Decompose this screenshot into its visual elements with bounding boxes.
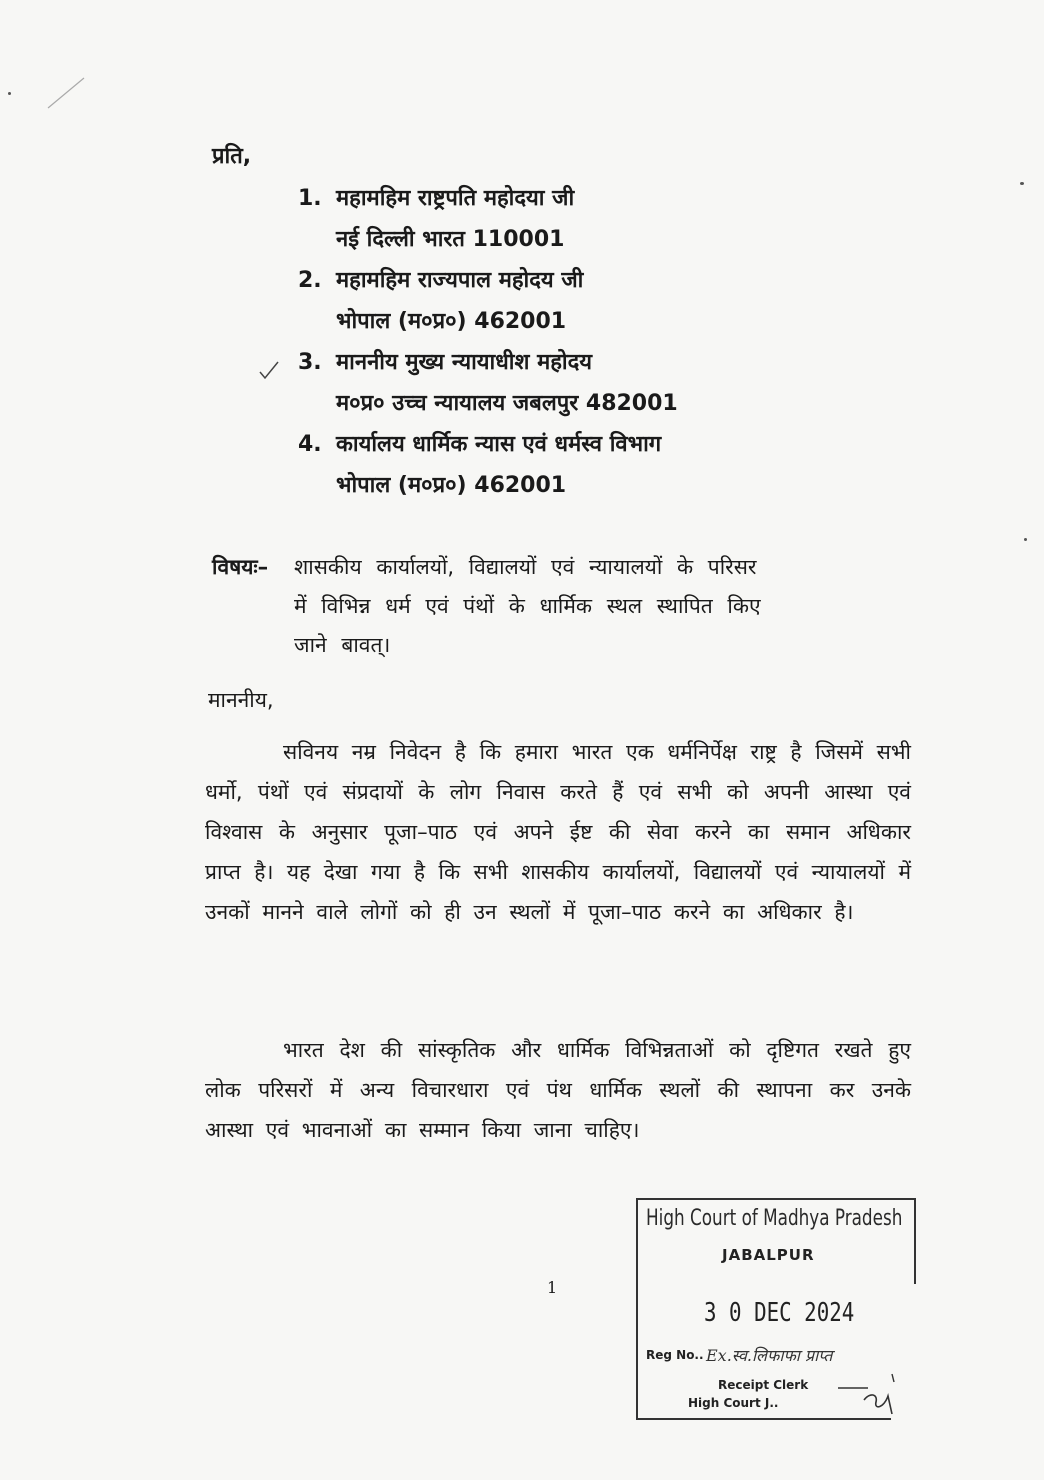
stamp-city: JABALPUR — [722, 1246, 815, 1264]
recipient-address: नई दिल्ली भारत 110001 — [336, 227, 565, 252]
recipient-address: भोपाल (म०प्र०) 462001 — [336, 309, 567, 334]
court-receipt-stamp — [636, 1198, 916, 1420]
recipient-title: माननीय मुख्य न्यायाधीश महोदय — [336, 350, 593, 375]
recipient-item — [298, 342, 678, 424]
recipient-item — [298, 260, 678, 342]
recipient-title: महामहिम राज्यपाल महोदय जी — [336, 268, 584, 293]
stamp-date: 3 0 DEC 2024 — [704, 1298, 855, 1328]
recipient-number: 2. — [298, 268, 322, 293]
scan-speck — [8, 92, 11, 95]
stamp-border — [636, 1198, 916, 1200]
recipient-number: 1. — [298, 186, 322, 211]
recipient-item — [298, 178, 678, 260]
recipient-title: महामहिम राष्ट्रपति महोदया जी — [336, 186, 575, 211]
stamp-reg-label: Reg No.. — [646, 1348, 704, 1362]
recipient-number: 4. — [298, 432, 322, 457]
greeting: माननीय, — [208, 688, 274, 712]
subject-label: विषयः– — [212, 555, 269, 579]
recipient-number: 3. — [298, 350, 322, 375]
subject-line: में विभिन्न धर्म एवं पंथों के धार्मिक स्थल स्थापित किए — [294, 594, 761, 618]
scan-scratch-mark — [46, 76, 86, 110]
body-paragraph: भारत देश की सांस्कृतिक और धार्मिक विभिन्नताओं को दृष्टिगत रखते हुए लोक परिसरों में अन्य विचारधारा एवं पंथ धार्मिक स्थलों की स्थापना कर उनके आस्था एवं भावनाओं का सम्मान किया जाना चाहिए। — [205, 1038, 911, 1142]
stamp-clerk: Receipt Clerk — [718, 1378, 809, 1392]
body-paragraph: सविनय नम्र निवेदन है कि हमारा भारत एक धर्मनिर्पेक्ष राष्ट्र है जिसमें सभी धर्मो, पंथों एवं संप्रदायों के लोग निवास करते हैं एवं सभी को अपनी आस्था एवं विश्वास के अनुसार पूजा–पाठ एवं अपने ईष्ट की सेवा करने का समान अधिकार प्राप्त है। यह देखा गया है कि सभी शासकीय कार्यालयों, विद्यालयों एवं न्यायालयों में उनकों मानने वाले लोगों को ही उन स्थलों में पूजा–पाठ करने का अधिकार है। — [205, 740, 911, 924]
subject-line: शासकीय कार्यालयों, विद्यालयों एवं न्यायालयों के परिसर — [294, 555, 757, 579]
subject-line: जाने बावत्। — [294, 633, 391, 657]
stamp-border — [636, 1418, 891, 1420]
recipient-title: कार्यालय धार्मिक न्यास एवं धर्मस्व विभाग — [336, 432, 662, 457]
recipient-address: म०प्र० उच्च न्यायालय जबलपुर 482001 — [336, 391, 678, 416]
signature-scribble — [834, 1370, 904, 1416]
scan-speck — [1024, 538, 1027, 541]
recipient-list — [298, 178, 678, 506]
stamp-border — [636, 1198, 638, 1420]
stamp-border — [914, 1198, 916, 1284]
check-mark-icon — [258, 360, 280, 380]
stamp-reg-handwritten: Ex.स्व.लिफाफा प्राप्त — [706, 1346, 833, 1365]
stamp-court-name: High Court of Madhya Pradesh — [646, 1206, 903, 1231]
recipient-address: भोपाल (म०प्र०) 462001 — [336, 473, 567, 498]
page-number: 1 — [547, 1278, 558, 1297]
salutation-to: प्रति, — [212, 144, 252, 169]
stamp-court-short: High Court J.. — [688, 1396, 779, 1410]
recipient-item — [298, 424, 678, 506]
subject-block — [212, 548, 914, 665]
scan-speck — [1020, 182, 1024, 185]
